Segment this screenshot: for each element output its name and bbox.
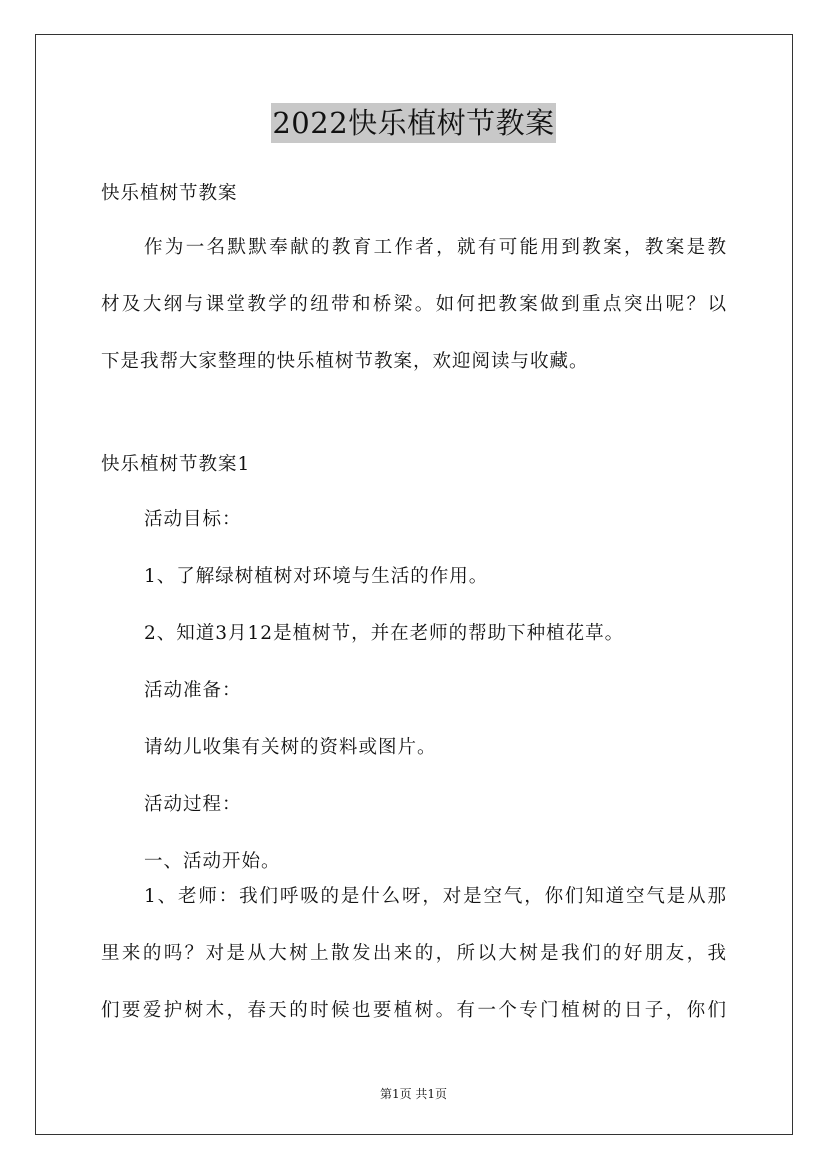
lesson-item: 2、知道3月12是植树节，并在老师的帮助下种植花草。 <box>144 623 625 644</box>
document-subtitle <box>101 165 727 222</box>
intro-line: 材及大纲与课堂教学的纽带和桥梁。如何把教案做到重点突出呢？以 <box>101 294 727 315</box>
document-title-text: 2022快乐植树节教案 <box>271 103 555 143</box>
document-title <box>0 103 827 143</box>
final-paragraph <box>101 868 727 1039</box>
lesson-item: 活动过程： <box>144 794 242 815</box>
page-number: 第1页 共1页 <box>379 1087 448 1101</box>
section-heading <box>101 436 727 493</box>
lesson-item: 一、活动开始。 <box>144 851 281 872</box>
lesson-item: 活动准备： <box>144 680 242 701</box>
lesson-items <box>101 491 727 890</box>
intro-paragraph <box>101 219 727 390</box>
lesson-item: 请幼儿收集有关树的资料或图片。 <box>144 737 437 758</box>
intro-line: 作为一名默默奉献的教育工作者，就有可能用到教案，教案是教 <box>144 237 727 258</box>
section-heading-text: 快乐植树节教案1 <box>101 454 251 475</box>
lesson-item: 活动目标： <box>144 509 242 530</box>
paragraph-line: 1、老师：我们呼吸的是什么呀，对是空气，你们知道空气是从那 <box>144 886 727 907</box>
subtitle-text: 快乐植树节教案 <box>101 183 238 204</box>
paragraph-line: 们要爱护树木，春天的时候也要植树。有一个专门植树的日子，你们 <box>101 1000 727 1021</box>
lesson-item: 1、了解绿树植树对环境与生活的作用。 <box>144 566 489 587</box>
intro-line: 下是我帮大家整理的快乐植树节教案，欢迎阅读与收藏。 <box>101 351 589 372</box>
paragraph-line: 里来的吗？对是从大树上散发出来的，所以大树是我们的好朋友，我 <box>101 943 727 964</box>
